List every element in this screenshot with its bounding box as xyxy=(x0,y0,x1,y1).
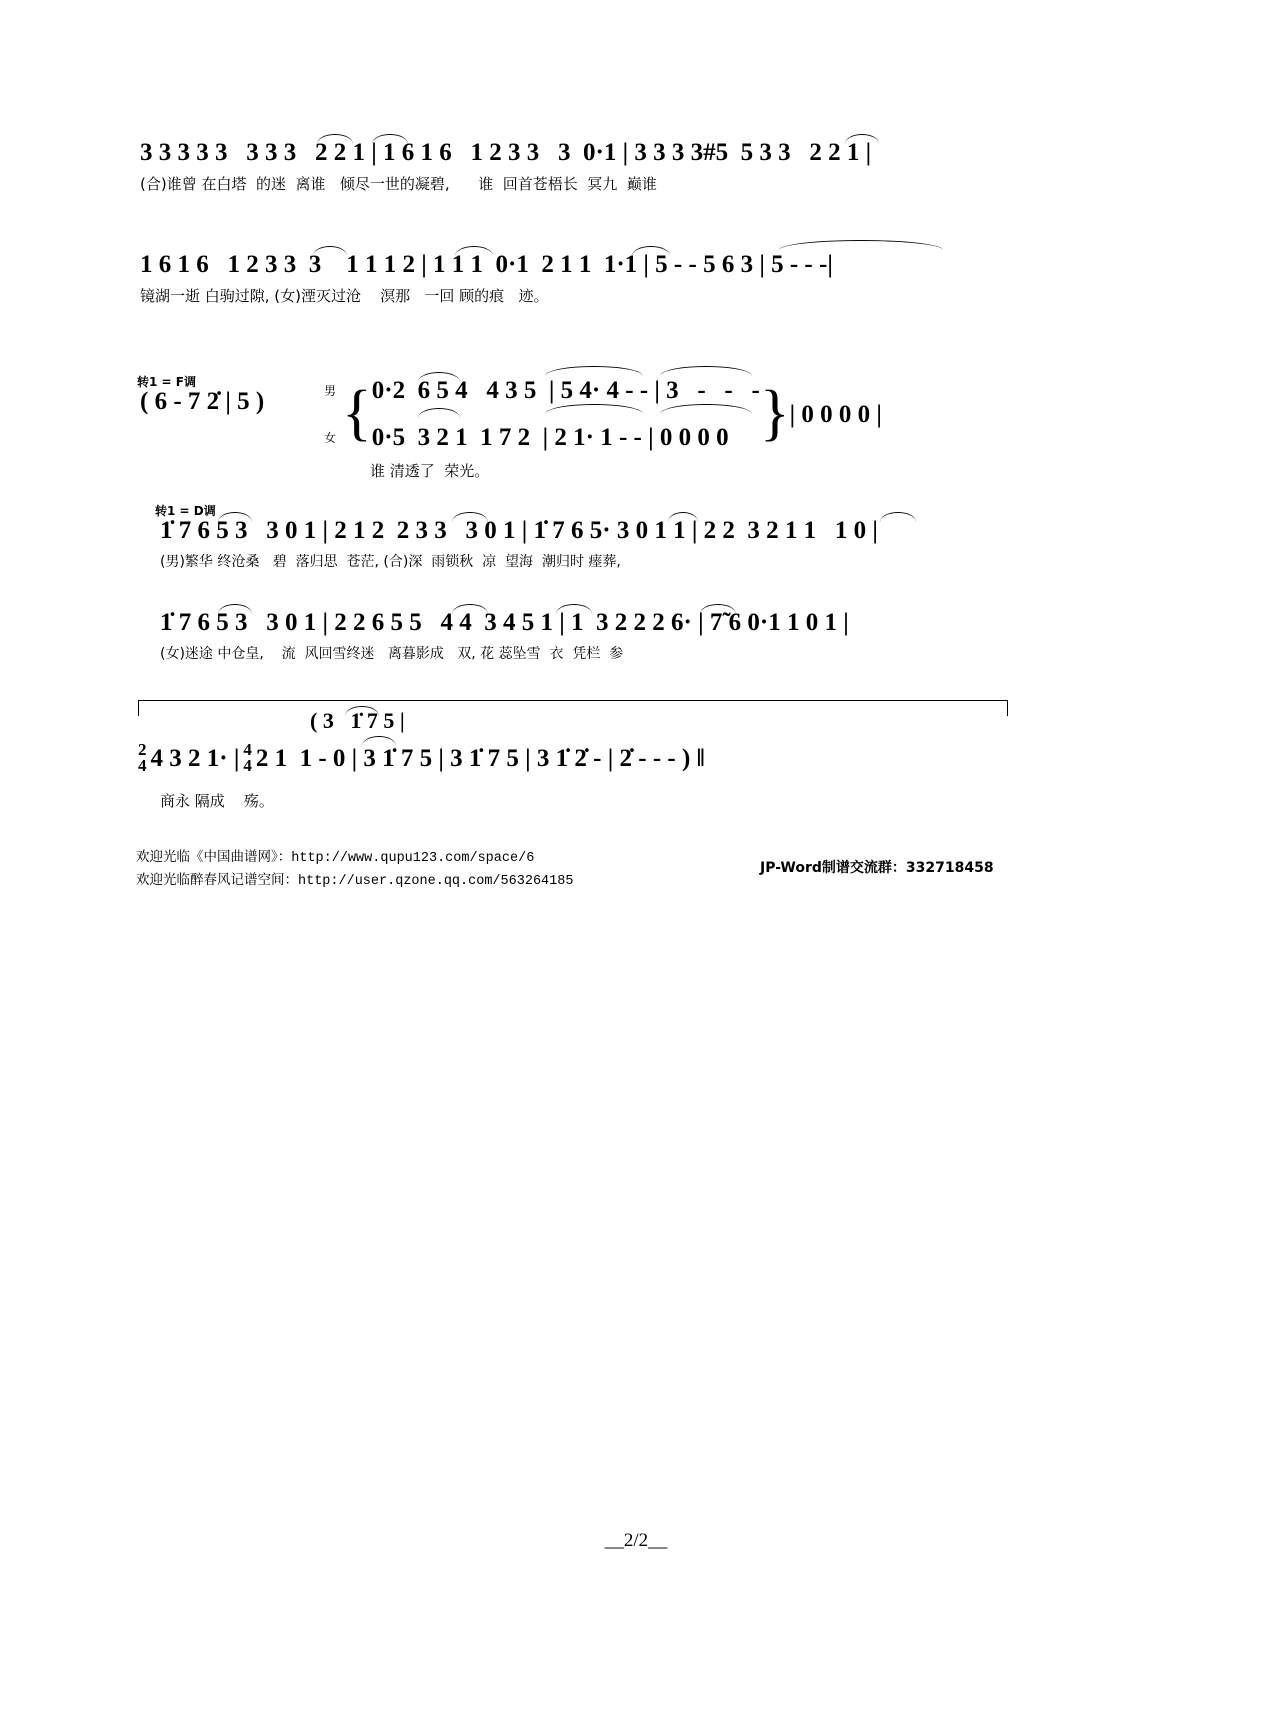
system-6-notes-part2: 2 1 1 - 0 | 3 1̇ 7 5 | 3 1̇ 7 5 | 3 1̇ 2̇ - | 2̇ - - - ) ‖ xyxy=(255,744,705,772)
brace-close-icon: } xyxy=(759,379,790,448)
female-part-label: 女 xyxy=(323,431,336,445)
slur-icon xyxy=(218,604,252,614)
brace-open-icon: { xyxy=(342,379,372,448)
page-number: __2/2__ xyxy=(604,1530,668,1551)
system-6-notes-part1: 4 3 2 1· | xyxy=(150,744,240,772)
music-system-2 xyxy=(140,252,1140,304)
system-4-lyrics: (男)繁华 终沧桑 碧 落归思 苍茫, (合)深 雨锁秋 凉 望海 潮归时 瘗葬, xyxy=(160,554,621,570)
male-part-label: 男 xyxy=(323,384,336,398)
system-3-pickup: ( 6 - 7 2̇ | 5 ) xyxy=(140,388,265,415)
music-system-1 xyxy=(140,140,1140,192)
music-system-3-duet xyxy=(318,378,1272,450)
slur-icon xyxy=(880,512,916,522)
system-3-lyrics: 谁 清透了 荣光。 xyxy=(370,462,490,480)
footer-line-1: 欢迎光临《中国曲谱网》：http://www.qupu123.com/space/6 xyxy=(136,851,535,866)
slur-icon xyxy=(845,134,879,144)
slur-icon xyxy=(660,366,752,376)
slur-icon xyxy=(452,512,488,522)
system-5-lyrics: (女)迷途 中仓皇, 流 风回雪终迷 离暮影成 双, 花 蕊坠雪 衣 凭栏 参 xyxy=(160,646,624,662)
slur-icon xyxy=(779,240,943,250)
slur-icon xyxy=(556,604,592,614)
system-3-male-notes: 0·2 6 5 4 4 3 5 | 5 4· 4 - - | 3 - - - xyxy=(371,377,760,404)
system-2-notes: 1 6 1 6 1 2 3 3 3 1 1 1 2 | 1 1 1 0·1 2 1 1 1·1 | 5 - - 5 6 3 | 5 - - -| xyxy=(140,251,833,278)
slur-icon xyxy=(700,604,736,614)
slur-icon xyxy=(545,366,643,376)
slur-icon xyxy=(452,604,488,614)
meter-4-4: 4 4 xyxy=(243,740,252,776)
slur-icon xyxy=(455,246,493,256)
key-change-f: 转1 = F调 xyxy=(137,375,196,389)
system-1-notes: 3 3 3 3 3 3 3 3 2 2 1 | 1 6 1 6 1 2 3 3 3 0·1 | 3 3 3 3#5 5 3 3 2 2 1 | xyxy=(140,139,872,166)
slur-icon xyxy=(668,512,698,522)
meter-2-4: 2 4 xyxy=(138,740,147,776)
system-4-notes: 1̇ 7 6 5 3 3 0 1 | 2 1 2 2 3 3 3 0 1 | 1̇ 7 6 5· 3 0 1 1 | 2 2 3 2 1 1 1 0 | xyxy=(160,517,878,544)
system-3-tail-notes: | 0 0 0 0 | xyxy=(789,400,882,428)
system-2-lyrics: 镜湖一逝 白驹过隙, (女)湮灭过沧 溟那 一回 顾的痕 迹。 xyxy=(140,287,549,305)
system-1-lyrics: (合)谁曾 在白塔 的迷 离谁 倾尽一世的凝碧, 谁 回首苍梧长 冥九 巅谁 xyxy=(140,175,657,193)
slur-icon xyxy=(218,512,252,522)
slur-icon xyxy=(313,246,347,256)
footer-line-2: 欢迎光临醉春风记谱空间：http://user.qzone.qq.com/563264185 xyxy=(136,874,574,889)
slur-icon xyxy=(372,134,408,144)
key-change-d: 转1 = D调 xyxy=(155,504,216,518)
section-divider xyxy=(138,700,1008,701)
slur-icon xyxy=(317,134,353,144)
system-5-notes: 1̇ 7 6 5 3 3 0 1 | 2 2 6 5 5 4 4 3 4 5 1 | 1 3 2 2 2 6· | 7̃ 6 0·1 1 0 1 | xyxy=(160,609,849,636)
music-system-6 xyxy=(138,742,705,774)
system-6-lyrics: 商永 隔成 殇。 xyxy=(160,792,274,810)
system-6-pickup: ( 3 1̇ 7 5 | xyxy=(310,708,405,733)
divider-end-tick-right xyxy=(1007,700,1008,716)
slur-icon xyxy=(362,736,396,746)
slur-icon xyxy=(418,372,460,382)
footer-right-note: JP-Word制谱交流群：332718458 xyxy=(760,860,994,876)
music-system-4 xyxy=(160,518,1160,569)
music-system-5 xyxy=(160,610,1160,661)
slur-icon xyxy=(632,246,670,256)
divider-end-tick xyxy=(138,700,139,716)
system-3-female-notes: 0·5 3 2 1 1 7 2 | 2 1· 1 - - | 0 0 0 0 xyxy=(371,424,729,451)
